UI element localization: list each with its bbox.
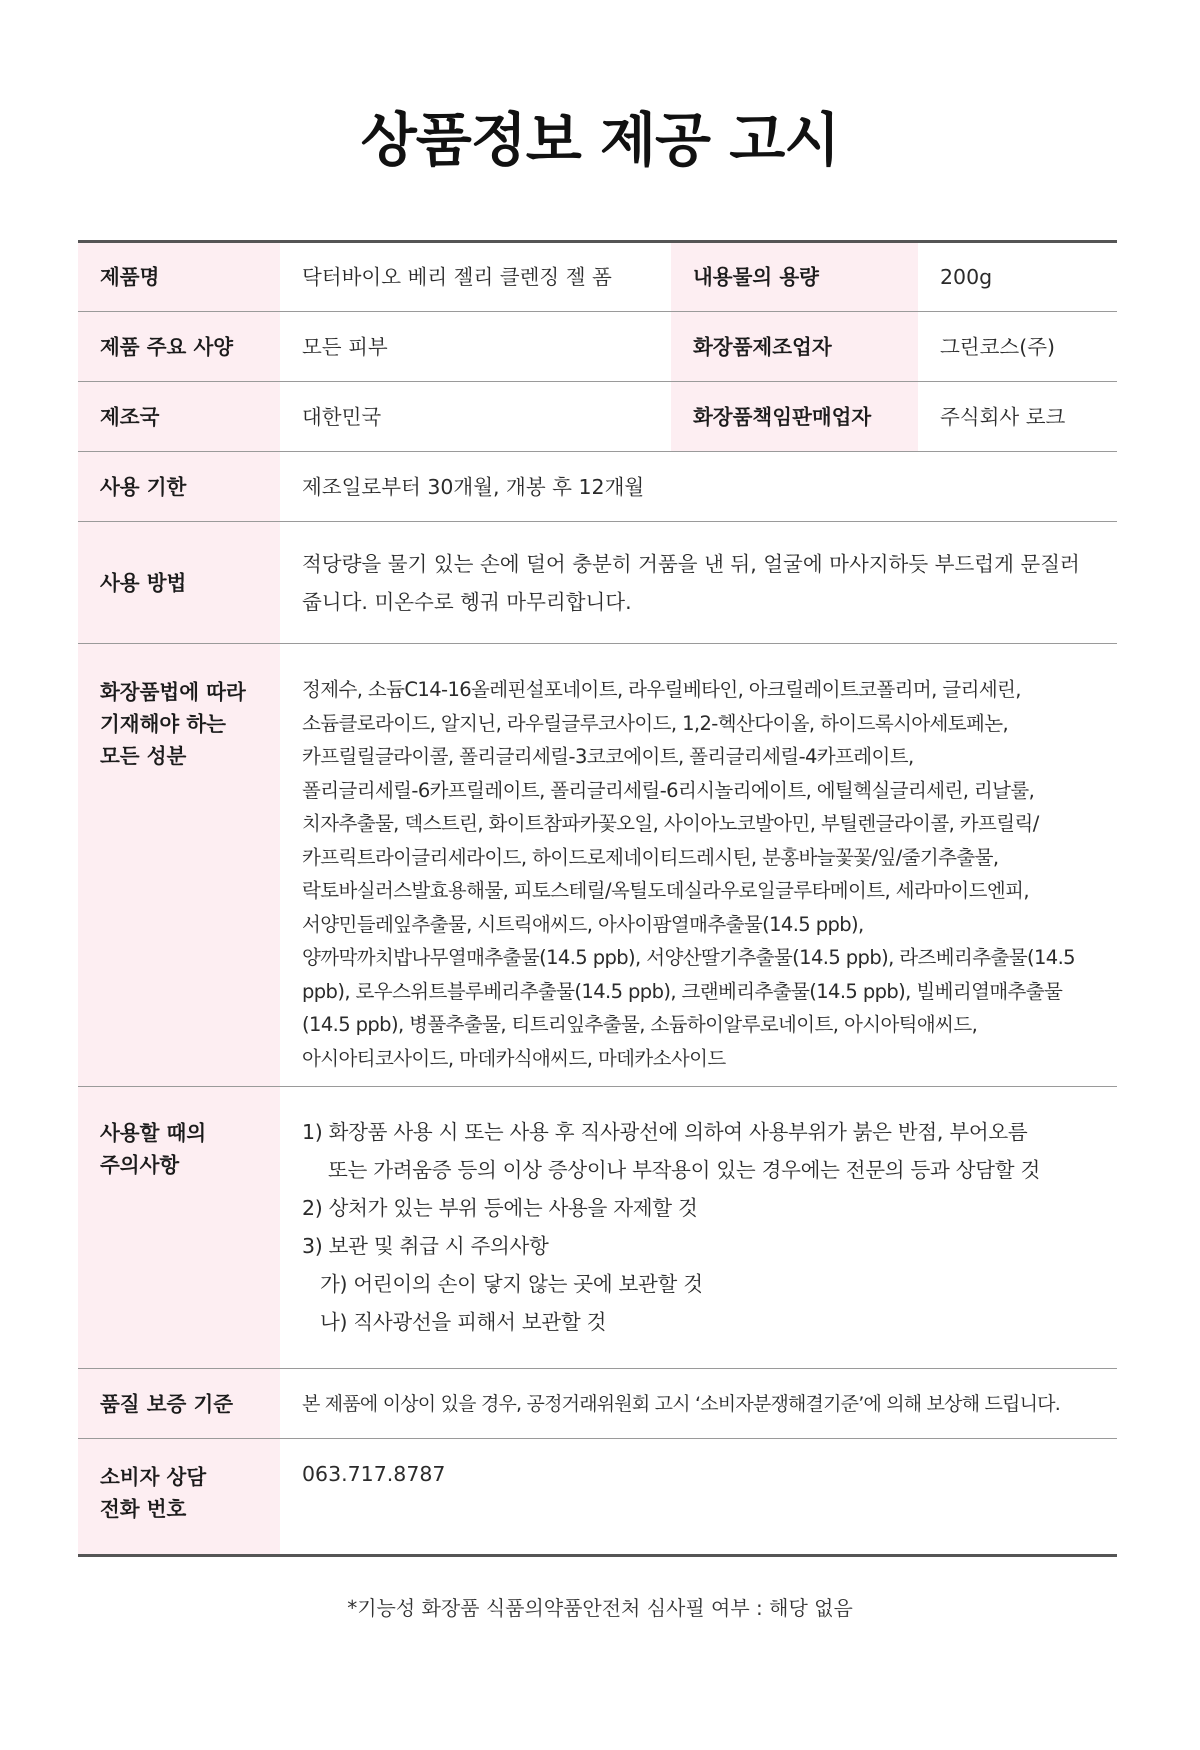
caution-item-1-cont: 또는 가려움증 등의 이상 증상이나 부작용이 있는 경우에는 전문의 등과 상담할 것	[328, 1158, 1040, 1182]
label-quality: 품질 보증 기준	[78, 1369, 280, 1439]
label-expiry: 사용 기한	[78, 452, 280, 522]
label-country: 제조국	[78, 382, 280, 452]
table-row-ingredients	[78, 644, 1117, 1087]
label-caution-line-2: 주의사항	[100, 1153, 180, 1177]
table-row-contact	[78, 1439, 1117, 1556]
value-country: 대한민국	[280, 382, 671, 452]
label-volume: 내용물의 용량	[671, 242, 918, 312]
label-contact-line-2: 전화 번호	[100, 1497, 187, 1521]
value-seller: 주식회사 로크	[918, 382, 1117, 452]
label-contact-line-1: 소비자 상담	[100, 1465, 207, 1489]
ingredients-text: 정제수, 소듐C14-16올레핀설포네이트, 라우릴베타인, 아크릴레이트코폴리머, 글리세린, 소듐클로라이드, 알지닌, 라우릴글루코사이드, 1,2-헥산다이올, 하이드록시아세토페논, 카프릴릴글라이콜, 폴리글리세릴-3코코에이트, 폴리글리세릴-4카프레이트, 폴리글리세릴-6카프릴레이트, 폴리글리세릴-6리시놀리에이트, 에틸헥실글리세린, 리날룰, 치자추출물, 덱스트린, 화이트참파카꽃오일, 사이아노코발아민, 부틸렌글라이콜, 카프릴릭/카프릭트라이글리세라이드, 하이드로제네이티드레시틴, 분홍바늘꽃꽃/잎/줄기추출물, 락토바실러스발효용해물, 피토스테릴/옥틸도데실라우로일글루타메이트, 세라마이드엔피, 서양민들레잎추출물, 시트릭애씨드, 아사이팜열매추출물(14.5 ppb), 양까막까치밥나무열매추출물(14.5 ppb), 서양산딸기추출물(14.5 ppb), 라즈베리추출물(14.5 ppb), 로우스위트블루베리추출물(14.5 ppb), 크랜베리추출물(14.5 ppb), 빌베리열매추출물(14.5 ppb), 병풀추출물, 티트리잎추출물, 소듐하이알루로네이트, 아시아틱애씨드, 아시아티코사이드, 마데카식애씨드, 마데카소사이드	[302, 678, 1075, 1070]
footnote: *기능성 화장품 식품의약품안전처 심사필 여부 : 해당 없음	[347, 1596, 853, 1620]
label-usage: 사용 방법	[78, 522, 280, 644]
product-info-table	[78, 240, 1117, 1557]
value-contact: 063.717.8787	[302, 1462, 446, 1486]
value-usage: 적당량을 물기 있는 손에 덜어 충분히 거품을 낸 뒤, 얼굴에 마사지하듯 부드럽게 문질러 줍니다. 미온수로 헹궈 마무리합니다.	[280, 522, 1117, 644]
value-product-name: 닥터바이오 베리 젤리 클렌징 젤 폼	[280, 242, 671, 312]
table-row-spec	[78, 312, 1117, 382]
table-row-expiry	[78, 452, 1117, 522]
caution-item-3: 3) 보관 및 취급 시 주의사항	[302, 1234, 549, 1258]
label-ingredients-line-1: 화장품법에 따라	[100, 680, 246, 704]
value-expiry: 제조일로부터 30개월, 개봉 후 12개월	[280, 452, 1117, 522]
label-product-name: 제품명	[78, 242, 280, 312]
value-ingredients	[280, 644, 1117, 1087]
label-seller: 화장품책임판매업자	[671, 382, 918, 452]
value-quality: 본 제품에 이상이 있을 경우, 공정거래위원회 고시 ‘소비자분쟁해결기준’에 의해 보상해 드립니다.	[280, 1369, 1117, 1439]
table-row-usage	[78, 522, 1117, 644]
caution-item-2: 2) 상처가 있는 부위 등에는 사용을 자제할 것	[302, 1196, 698, 1220]
caution-item-1: 1) 화장품 사용 시 또는 사용 후 직사광선에 의하여 사용부위가 붉은 반점, 부어오름	[302, 1120, 1028, 1144]
label-ingredients	[78, 644, 280, 1087]
table-row-product-name	[78, 242, 1117, 312]
label-contact	[78, 1439, 280, 1556]
value-caution	[280, 1087, 1117, 1369]
table-row-quality	[78, 1369, 1117, 1439]
page-title: 상품정보 제공 고시	[360, 106, 840, 174]
label-ingredients-line-2: 기재해야 하는	[100, 712, 226, 736]
caution-item-3b: 나) 직사광선을 피해서 보관할 것	[320, 1310, 607, 1334]
label-ingredients-line-3: 모든 성분	[100, 744, 187, 768]
label-caution	[78, 1087, 280, 1369]
value-manufacturer: 그린코스(주)	[918, 312, 1117, 382]
caution-item-3a: 가) 어린이의 손이 닿지 않는 곳에 보관할 것	[320, 1272, 703, 1296]
table-row-country	[78, 382, 1117, 452]
table-row-caution	[78, 1087, 1117, 1369]
value-spec: 모든 피부	[280, 312, 671, 382]
label-spec: 제품 주요 사양	[78, 312, 280, 382]
value-volume: 200g	[918, 242, 1117, 312]
label-caution-line-1: 사용할 때의	[100, 1121, 207, 1145]
label-manufacturer: 화장품제조업자	[671, 312, 918, 382]
